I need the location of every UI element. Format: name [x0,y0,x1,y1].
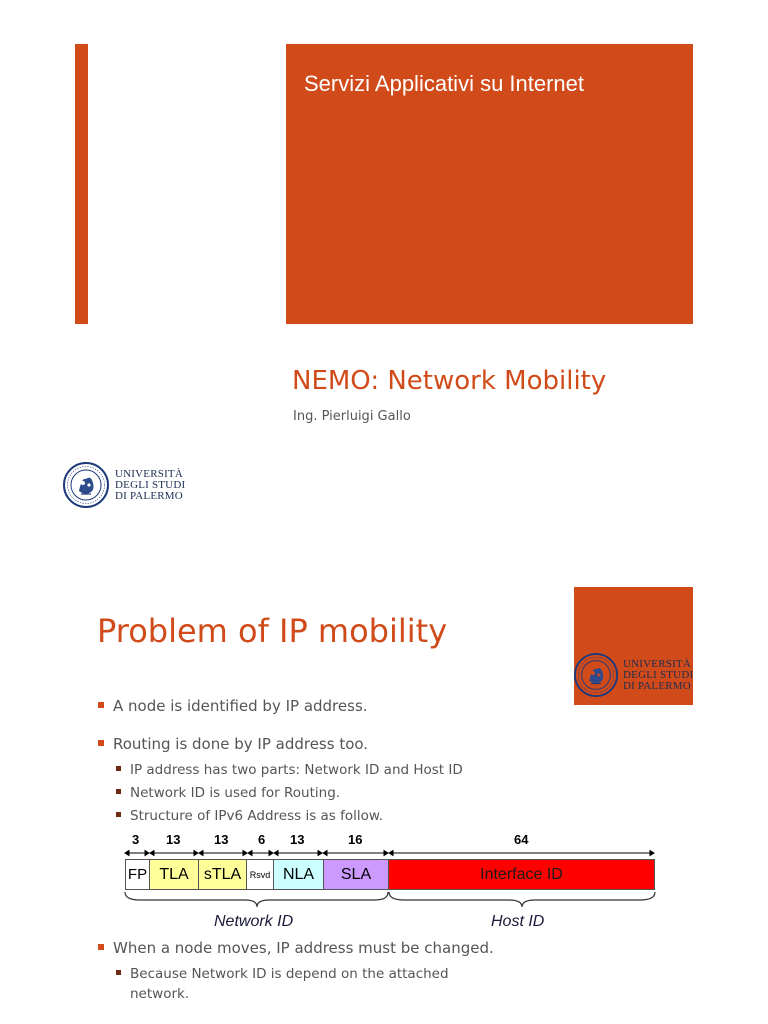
bit-count: 6 [258,832,266,847]
logo-line: DI PALERMO [115,489,183,502]
field-tla: TLA [149,859,199,890]
university-logo [573,652,693,698]
bullet-continuation: network. [130,986,190,1002]
bullet-square-icon [116,766,121,771]
field-interface-id: Interface ID [388,859,655,890]
university-logo [62,461,185,509]
slide-title: Problem of IP mobility [97,612,448,650]
field-nla: NLA [273,859,324,890]
bullet-square-icon [98,702,104,708]
bullet-square-icon [98,740,104,746]
sub-bullet-item [116,966,449,982]
author-name: Ing. Pierluigi Gallo [293,409,411,424]
bullet-text: Because Network ID is depend on the attached [130,966,449,982]
bullet-text: Routing is done by IP address too. [113,735,369,753]
sub-bullet-item [116,785,340,801]
bullet-text: Network ID is used for Routing. [130,785,341,801]
bullet-text: Structure of IPv6 Address is as follow. [130,808,383,824]
bullet-text: IP address has two parts: Network ID and Host ID [130,762,463,778]
bit-count: 13 [290,832,305,847]
bullet-item [98,735,368,753]
bit-count: 13 [214,832,229,847]
field-sla: SLA [323,859,389,890]
bit-span-arrows [120,846,660,860]
accent-bar [75,44,88,324]
bit-count: 64 [514,832,529,847]
sub-bullet-item [116,808,383,824]
network-id-label: Network ID [214,913,294,930]
university-seal-icon [573,652,619,698]
id-braces [120,890,660,910]
bullet-item [98,697,368,715]
field-rsvd: Rsvd [246,859,274,890]
bit-count: 3 [132,832,140,847]
bullet-square-icon [98,944,104,950]
logo-line: DI PALERMO [623,679,691,692]
field-stla: sTLA [198,859,247,890]
logo-wordmark [115,469,185,502]
bullet-square-icon [116,970,121,975]
bullet-square-icon [116,812,121,817]
sub-bullet-item [116,762,463,778]
course-title: Servizi Applicativi su Internet [304,71,585,96]
lecture-title: NEMO: Network Mobility [292,366,607,396]
bullet-text: A node is identified by IP address. [113,697,368,715]
logo-line: UNIVERSITÀ [623,657,691,670]
bullet-item [98,939,494,957]
host-id-label: Host ID [491,913,545,930]
logo-line: UNIVERSITÀ [115,467,183,480]
bit-count: 16 [348,832,363,847]
field-fp: FP [125,859,150,890]
logo-wordmark [623,659,693,692]
logo-line: DEGLI STUDI [623,668,694,681]
bullet-square-icon [116,789,121,794]
bit-count: 13 [166,832,181,847]
bullet-text: When a node moves, IP address must be changed. [113,939,494,957]
logo-line: DEGLI STUDI [115,478,186,491]
university-seal-icon [62,461,110,509]
